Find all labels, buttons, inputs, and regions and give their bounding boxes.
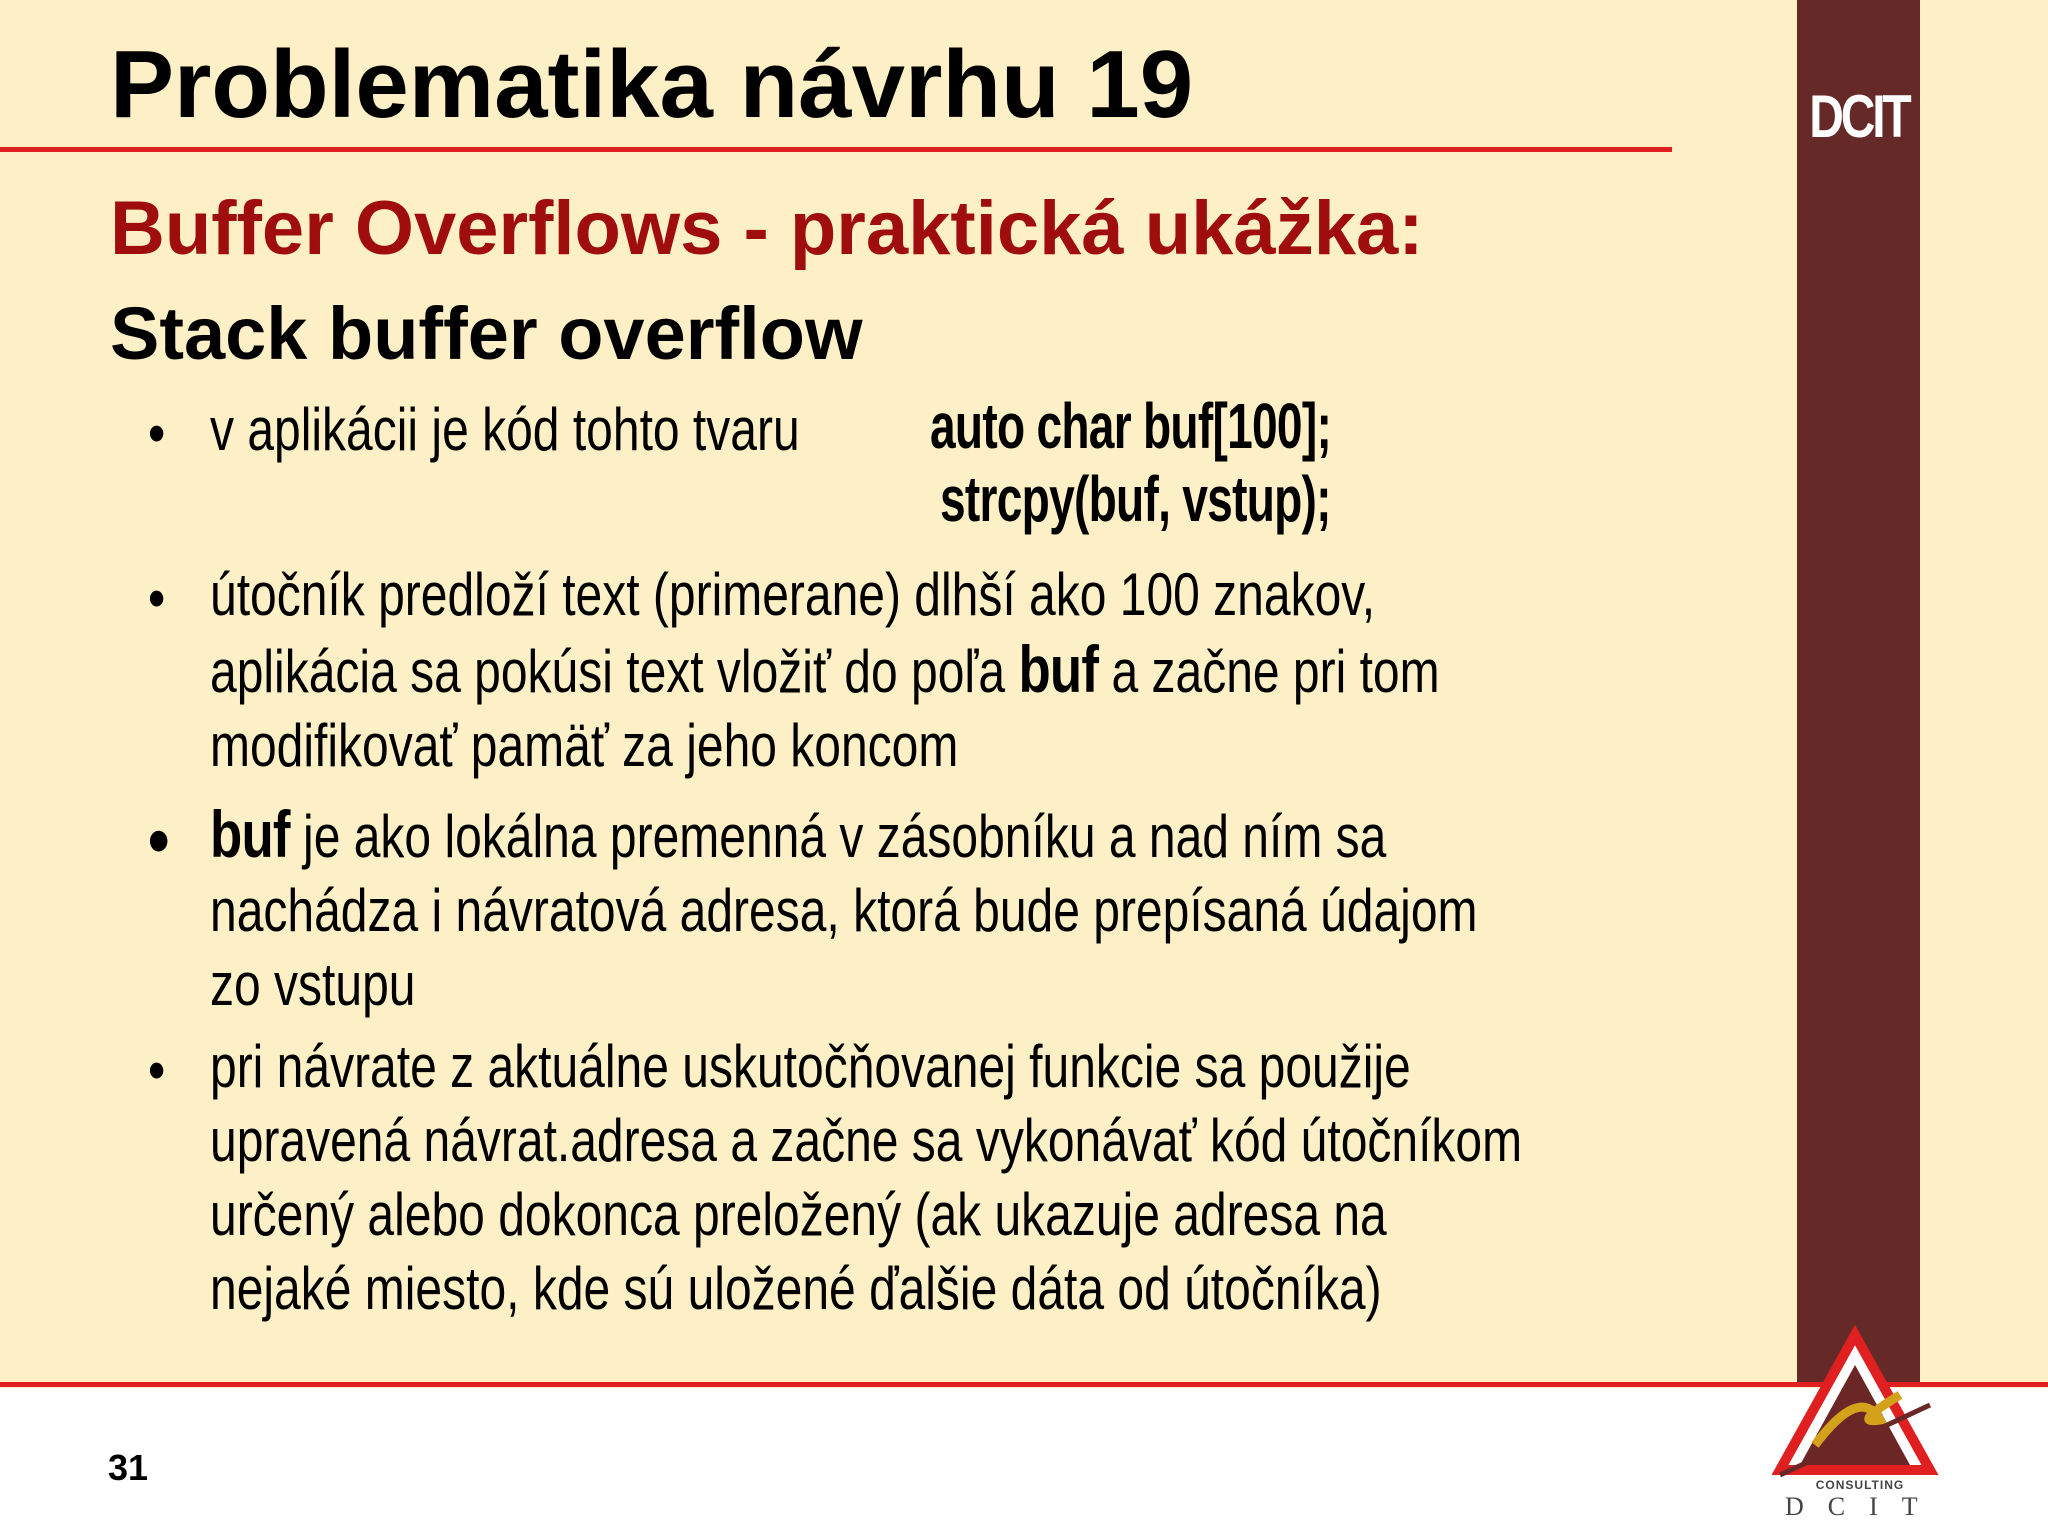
bullet-4-line-2: upravená návrat.adresa a začne sa vykonávať kód útočníkom bbox=[210, 1107, 1523, 1174]
keyword-buf: buf bbox=[210, 797, 290, 871]
bullet-3-line-1-rest: je ako lokálna premenná v zásobníku a nad ním sa bbox=[303, 803, 1387, 870]
section-heading: Stack buffer overflow bbox=[110, 292, 863, 375]
bullet-2-line-2-end: a začne pri tom bbox=[1111, 638, 1440, 705]
bullet-3-line-1 bbox=[210, 797, 1650, 874]
page-number: 31 bbox=[108, 1447, 149, 1488]
bullet-3-line-2: nachádza i návratová adresa, ktorá bude prepísaná údajom bbox=[210, 877, 1478, 944]
bullet-marker: • bbox=[148, 566, 166, 631]
code-line-2: strcpy(buf, vstup); bbox=[940, 463, 1331, 535]
bullet-1-text: v aplikácii je kód tohto tvaru bbox=[210, 396, 800, 463]
bullet-marker: • bbox=[148, 401, 166, 466]
side-bar bbox=[1797, 0, 1920, 1386]
keyword-buf: buf bbox=[1018, 632, 1099, 706]
bullet-2-line-1: útočník predloží text (primerane) dlhší ako 100 znakov, bbox=[210, 561, 1376, 628]
bullet-2-line-2 bbox=[210, 632, 1650, 709]
logo-caption: CONSULTING bbox=[1815, 1478, 1905, 1492]
bullet-3-text bbox=[210, 797, 1650, 1022]
slide-title: Problematika návrhu 19 bbox=[110, 31, 1194, 138]
code-line-1: auto char buf[100]; bbox=[930, 390, 1332, 462]
footer-band bbox=[0, 1388, 2048, 1536]
side-logo-text: DCIT bbox=[1809, 83, 1909, 150]
bullet-4-line-1: pri návrate z aktuálne uskutočňovanej funkcie sa použije bbox=[210, 1033, 1411, 1100]
bullet-marker: • bbox=[148, 801, 170, 881]
bullet-4-line-4: nejaké miesto, kde sú uložené ďalšie dáta od útočníka) bbox=[210, 1255, 1382, 1322]
bullet-3-line-3: zo vstupu bbox=[210, 951, 416, 1018]
bullet-2-line-3: modifikovať pamäť za jeho koncom bbox=[210, 712, 959, 779]
footer-divider bbox=[0, 1382, 2048, 1387]
bullet-4-text bbox=[210, 1030, 1650, 1326]
slide-subtitle: Buffer Overflows - praktická ukážka: bbox=[110, 186, 1424, 271]
logo-letters: DCIT bbox=[1785, 1492, 1942, 1521]
bullet-marker: • bbox=[148, 1038, 166, 1103]
bullet-2-line-2-start: aplikácia sa pokúsi text vložiť do poľa bbox=[210, 638, 1006, 705]
title-divider bbox=[0, 147, 1672, 152]
bullet-2-text bbox=[210, 558, 1650, 783]
bullet-4-line-3: určený alebo dokonca preložený (ak ukazuje adresa na bbox=[210, 1181, 1387, 1248]
